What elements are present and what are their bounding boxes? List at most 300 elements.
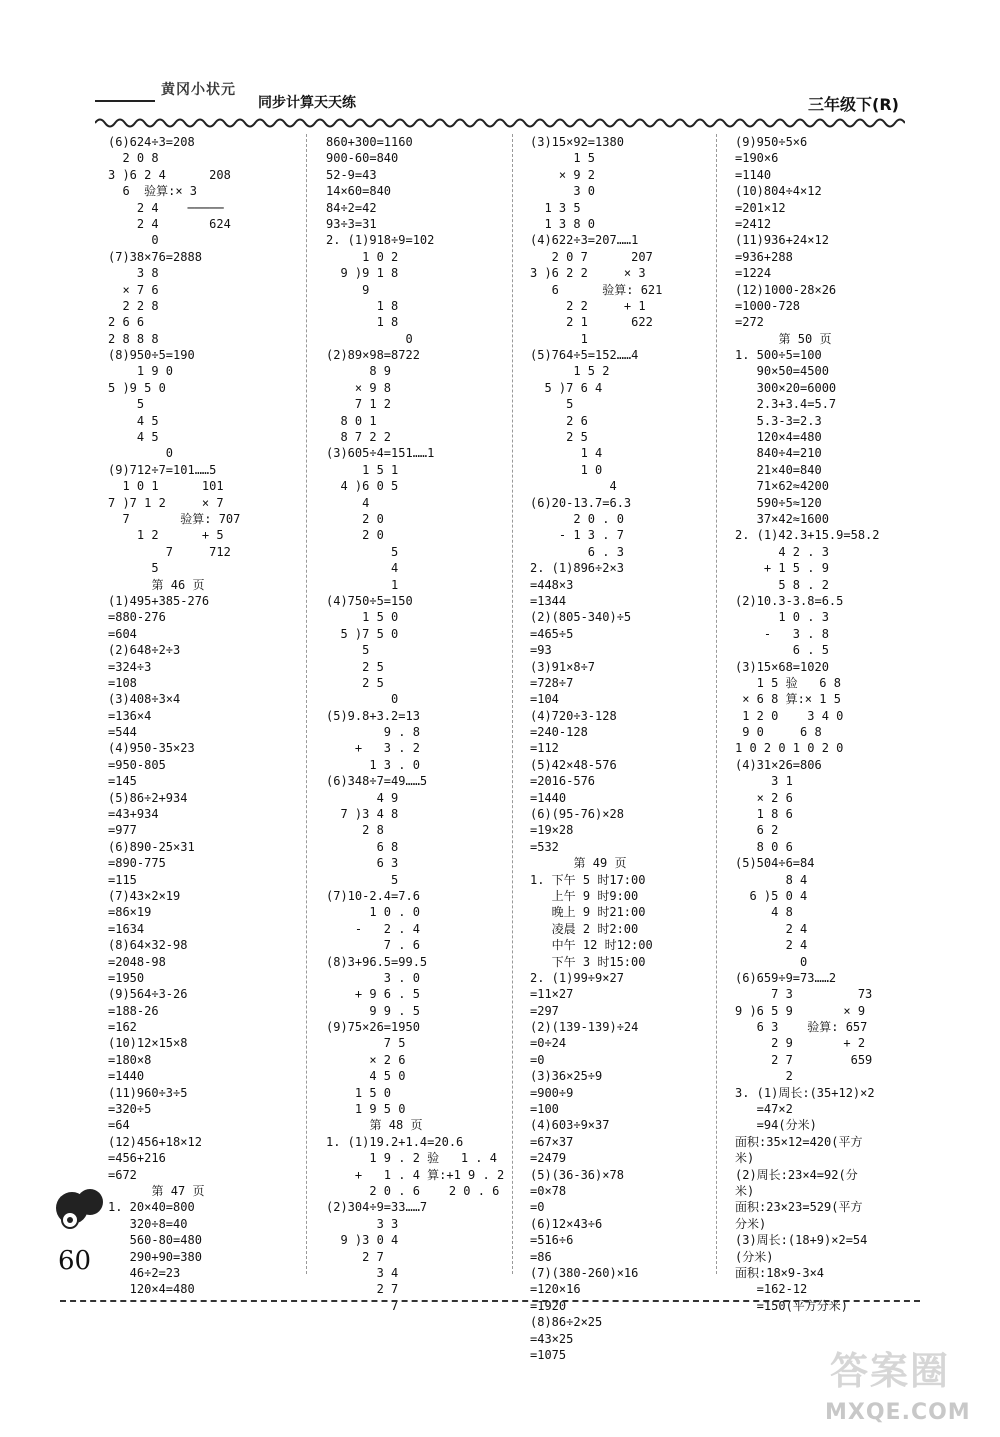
answer-line: =936+288 <box>735 249 793 264</box>
answer-line: 1 8 6 <box>735 807 793 822</box>
answer-line: 上午 9 时9:00 <box>530 888 639 903</box>
answer-line: 3 )6 2 4 208 <box>108 167 231 182</box>
answer-line: =2412 <box>735 216 772 231</box>
answer-line: 900-60=840 <box>326 151 399 166</box>
answer-line: =2016-576 <box>530 774 596 789</box>
answer-line: (分米) <box>735 1249 774 1264</box>
answer-line: 5.3-3=2.3 <box>735 413 822 428</box>
answer-line: (5)86÷2+934 <box>108 790 188 805</box>
answer-line: =0×78 <box>530 1184 567 1198</box>
answer-line: (9)950÷5×6 <box>735 135 808 149</box>
answer-line: 1 3 8 0 <box>530 216 596 231</box>
answer-line: =672 <box>108 1167 137 1182</box>
answer-line: 6 3 验算: 657 <box>735 1020 868 1035</box>
answer-line: 0 <box>326 692 399 707</box>
answer-line: 2. (1)918÷9=102 <box>326 233 435 248</box>
answer-line: 1 5 1 <box>326 462 399 477</box>
answer-line: (8)950÷5=190 <box>108 348 195 363</box>
answer-line: (5)(36-36)×78 <box>530 1167 624 1182</box>
answer-line: + 1 . 4 算:+1 9 . 2 <box>326 1167 505 1182</box>
answer-line: =1950 <box>108 970 145 985</box>
answer-line: 4 )6 0 5 <box>326 479 399 494</box>
answer-line: =544 <box>108 725 137 740</box>
answer-column-2 <box>326 134 531 1314</box>
answer-line: (10)804÷4×12 <box>735 184 822 199</box>
answer-line: (12)456+18×12 <box>108 1134 202 1149</box>
answer-line: (11)960÷3÷5 <box>108 1085 188 1100</box>
answer-line: 5 <box>326 544 399 559</box>
answer-line: (8)86÷2×25 <box>530 1315 603 1330</box>
answer-line: =64 <box>108 1118 130 1133</box>
answer-line: =1075 <box>530 1347 567 1362</box>
answer-line: 2 7 659 <box>735 1052 873 1067</box>
answer-line: 5 <box>108 397 145 412</box>
logo-graphic-icon <box>95 78 155 102</box>
answer-line: =456+216 <box>108 1151 166 1166</box>
answer-line: (7)38×76=2888 <box>108 249 202 264</box>
answer-line: 7 1 2 <box>326 397 392 412</box>
answer-line: 2 6 <box>530 413 588 428</box>
answer-line: =728÷7 <box>530 675 574 690</box>
answer-line: =890-775 <box>108 856 166 871</box>
answer-line: =1634 <box>108 921 145 936</box>
answer-line: (7)43×2×19 <box>108 888 181 903</box>
answer-line: 面积:35×12=420(平方 <box>735 1134 863 1149</box>
answer-line: 9 )9 1 8 <box>326 266 399 281</box>
answer-line: =2048-98 <box>108 954 166 969</box>
answer-line: 6 2 <box>735 823 779 838</box>
answer-line: 120×4=480 <box>108 1282 195 1297</box>
answer-line: × 2 6 <box>326 1052 406 1067</box>
answer-line: 7 712 <box>108 544 231 559</box>
answer-line: 7 验算: 707 <box>108 511 241 526</box>
answer-line: 2 8 <box>326 823 384 838</box>
logo-text: 黄冈小状元 <box>161 82 236 98</box>
answer-line: 1 9 . 2 验 1 . 4 <box>326 1151 497 1166</box>
answer-line: 3 8 <box>108 266 159 281</box>
page-heading: 第 49 页 <box>573 856 627 871</box>
answer-line: 1 5 验 6 8 <box>735 675 841 690</box>
answer-line: 1 2 + 5 <box>108 528 224 543</box>
answer-line: 7 )7 1 2 × 7 <box>108 495 224 510</box>
answer-line: (11)936+24×12 <box>735 233 829 248</box>
answer-line: (4)603÷9×37 <box>530 1118 610 1133</box>
answer-line: (9)75×26=1950 <box>326 1020 420 1035</box>
answer-line: 下午 3 时15:00 <box>530 954 646 969</box>
answer-line: 2 <box>735 1069 793 1084</box>
answer-line: 7 )3 4 8 <box>326 807 399 822</box>
answer-line: =1344 <box>530 593 567 608</box>
answer-line: 2 7 <box>326 1249 384 1264</box>
answer-line: 71×62≈4200 <box>735 479 829 494</box>
answer-line: 9 )6 5 9 × 9 <box>735 1003 866 1018</box>
answer-column-1 <box>108 134 313 1298</box>
answer-line: 2 2 + 1 <box>530 298 646 313</box>
answer-line: =11×27 <box>530 987 574 1002</box>
answer-line: 4 5 0 <box>326 1069 406 1084</box>
answer-line: 1 5 2 <box>530 364 610 379</box>
answer-line: 1. 下午 5 时17:00 <box>530 872 646 887</box>
answer-line: (7)10-2.4=7.6 <box>326 888 420 903</box>
answer-line: 8 4 <box>735 872 808 887</box>
answer-line: 2. (1)99÷9×27 <box>530 970 624 985</box>
answer-line: (6)(95-76)×28 <box>530 807 624 822</box>
answer-line: =240-128 <box>530 725 588 740</box>
header-wave-divider <box>95 116 905 130</box>
answer-line: (9)564÷3-26 <box>108 987 188 1002</box>
answer-line: 1 0 . 0 <box>326 905 420 920</box>
answer-line: 52-9=43 <box>326 167 377 182</box>
answer-line: (1)495+385-276 <box>108 593 210 608</box>
answer-line: 面积:23×23=529(平方 <box>735 1200 863 1215</box>
answer-line: 2 0 . 6 2 0 . 6 <box>326 1184 500 1198</box>
answer-line: =180×8 <box>108 1052 152 1067</box>
answer-line: =272 <box>735 315 764 330</box>
answer-line: 2 2 8 <box>108 298 159 313</box>
answer-line: 2 0 <box>326 528 384 543</box>
answer-line: 8 0 1 <box>326 413 377 428</box>
answer-line: 4 <box>326 561 399 576</box>
answer-line: =47×2 <box>735 1102 793 1117</box>
answer-line: =0÷24 <box>530 1036 567 1051</box>
answer-column-3 <box>530 134 735 1363</box>
answer-line: (8)3+96.5=99.5 <box>326 954 428 969</box>
answer-line: (5)504÷6=84 <box>735 856 815 871</box>
answer-line: 5 <box>108 561 159 576</box>
answer-line: (10)12×15×8 <box>108 1036 188 1051</box>
answer-line: 4 <box>530 479 617 494</box>
page-heading: 第 47 页 <box>151 1184 205 1198</box>
answer-line: 21×40=840 <box>735 462 822 477</box>
answer-line: 1 3 5 <box>530 200 581 215</box>
answer-line: =162-12 <box>735 1282 808 1297</box>
watermark-url: MXQE.COM <box>825 1400 971 1425</box>
answer-line: 5 <box>530 397 574 412</box>
answer-line: 9 . 8 <box>326 725 420 740</box>
answer-line: 2 4 <box>735 921 808 936</box>
answer-line: (2)周长:23×4=92(分 <box>735 1167 858 1182</box>
answer-line: 7 3 73 <box>735 987 873 1002</box>
answer-line: (2)(805-340)÷5 <box>530 610 632 625</box>
series-title: 同步计算天天练 <box>258 95 356 111</box>
answer-line: (12)1000-28×26 <box>735 282 837 297</box>
answer-line: 6 . 3 <box>530 544 624 559</box>
answer-line: 6 验算:× 3 <box>108 184 198 199</box>
answer-line: 4 5 <box>108 430 159 445</box>
answer-line: =532 <box>530 839 559 854</box>
answer-line: =93 <box>530 643 552 658</box>
answer-line: 分米) <box>735 1216 767 1231</box>
answer-line: =0 <box>530 1200 545 1215</box>
answer-line: (2)(139-139)÷24 <box>530 1020 639 1035</box>
answer-line: 2 1 622 <box>530 315 653 330</box>
answer-line: =1140 <box>735 167 772 182</box>
answer-line: 8 9 <box>326 364 392 379</box>
answer-line: =108 <box>108 675 137 690</box>
answer-line: =162 <box>108 1020 137 1035</box>
answer-line: 9 9 . 5 <box>326 1003 420 1018</box>
answer-line: 7 . 6 <box>326 938 420 953</box>
answer-line: 37×42≈1600 <box>735 511 829 526</box>
answer-line: =448×3 <box>530 577 574 592</box>
answer-line: 4 <box>326 495 370 510</box>
answer-line: (5)9.8+3.2=13 <box>326 708 420 723</box>
answer-line: =115 <box>108 872 137 887</box>
answer-line: 面积:18×9-3×4 <box>735 1265 825 1280</box>
answer-line: (3)周长:(18+9)×2=54 <box>735 1233 868 1248</box>
answer-line: 6 )5 0 4 <box>735 888 808 903</box>
answer-line: 2 4 624 <box>108 216 231 231</box>
answer-line: 4 5 <box>108 413 159 428</box>
answer-line: =1000-728 <box>735 298 801 313</box>
answer-line: =104 <box>530 692 559 707</box>
answer-column-4 <box>735 134 940 1314</box>
answer-line: 4 2 . 3 <box>735 544 829 559</box>
answer-line: (2)304÷9=33……7 <box>326 1200 428 1215</box>
answer-line: × 7 6 <box>108 282 159 297</box>
answer-line: 1 9 0 <box>108 364 174 379</box>
answer-line: 14×60=840 <box>326 184 392 199</box>
answer-line: (7)(380-260)×16 <box>530 1265 639 1280</box>
answer-line: =43+934 <box>108 807 159 822</box>
answer-line: 5 )9 5 0 <box>108 380 166 395</box>
answer-line: (3)36×25÷9 <box>530 1069 603 1084</box>
answer-line: 7 5 <box>326 1036 406 1051</box>
answer-line: 1 0 <box>530 462 603 477</box>
answer-line: 1 5 0 <box>326 610 399 625</box>
answer-line: =1440 <box>530 790 567 805</box>
answer-line: 2 5 <box>326 675 384 690</box>
answer-line: =297 <box>530 1003 559 1018</box>
footer-dashed-line <box>60 1300 920 1302</box>
answer-line: 3 0 <box>530 184 596 199</box>
answer-line: 3 3 <box>326 1216 399 1231</box>
answer-line: 1 0 . 3 <box>735 610 829 625</box>
answer-line: =880-276 <box>108 610 166 625</box>
answer-line: (4)950-35×23 <box>108 741 195 756</box>
answer-line: 6 8 <box>326 839 399 854</box>
answer-line: =94(分米) <box>735 1118 817 1133</box>
answer-line: (6)624÷3=208 <box>108 135 195 149</box>
answer-line: =977 <box>108 823 137 838</box>
answer-line: 7 <box>326 1298 399 1313</box>
answer-line: 2.3+3.4=5.7 <box>735 397 837 412</box>
answer-line: 2 4 <box>735 938 808 953</box>
answer-line: 1 5 0 <box>326 1085 392 1100</box>
answer-line: 2 4 ───── <box>108 200 224 215</box>
answer-line: 9 <box>326 282 370 297</box>
answer-line: (5)764÷5=152……4 <box>530 348 639 363</box>
answer-line: - 2 . 4 <box>326 921 420 936</box>
answer-line: =19×28 <box>530 823 574 838</box>
cartoon-mascot-icon <box>50 1180 110 1235</box>
answer-line: 2 9 + 2 <box>735 1036 866 1051</box>
answer-line: 300×20=6000 <box>735 380 837 395</box>
answer-line: 0 <box>326 331 413 346</box>
answer-line: (9)712÷7=101……5 <box>108 462 217 477</box>
answer-line: + 9 6 . 5 <box>326 987 420 1002</box>
answer-line: 2. (1)42.3+15.9=58.2 <box>735 528 880 543</box>
answer-line: 中午 12 时12:00 <box>530 938 653 953</box>
brand-logo <box>95 78 236 102</box>
answer-line: 290+90=380 <box>108 1249 202 1264</box>
answer-line: =120×16 <box>530 1282 581 1297</box>
answer-line: 1. (1)19.2+1.4=20.6 <box>326 1134 464 1149</box>
answer-line: 1 2 0 3 4 0 <box>735 708 844 723</box>
answer-line: 3. (1)周长:(35+12)×2 <box>735 1085 875 1100</box>
answer-line: (6)890-25×31 <box>108 839 195 854</box>
answer-line: 2 0 7 207 <box>530 249 653 264</box>
answer-line: 米) <box>735 1151 755 1166</box>
answer-line: =86 <box>530 1249 552 1264</box>
answer-line: - 3 . 8 <box>735 626 829 641</box>
page-heading: 第 48 页 <box>369 1118 423 1133</box>
answer-line: × 2 6 <box>735 790 793 805</box>
answer-line: 2 0 . 0 <box>530 511 624 526</box>
answer-line: 1 9 5 0 <box>326 1102 406 1117</box>
answer-line: 320÷8=40 <box>108 1216 188 1231</box>
answer-line: 2 7 <box>326 1282 399 1297</box>
answer-line: 2 0 <box>326 511 384 526</box>
answer-line: =150(平方分米) <box>735 1298 849 1313</box>
answer-line: =100 <box>530 1102 559 1117</box>
answer-line: 90×50=4500 <box>735 364 829 379</box>
answer-line: 590÷5≈120 <box>735 495 822 510</box>
answer-line: =43×25 <box>530 1331 574 1346</box>
answer-line: =0 <box>530 1052 545 1067</box>
answer-line: 5 )7 5 0 <box>326 626 399 641</box>
answer-line: 5 8 . 2 <box>735 577 829 592</box>
answer-line: =145 <box>108 774 137 789</box>
answer-line: 6 验算: 621 <box>530 282 663 297</box>
answer-line: (6)348÷7=49……5 <box>326 774 428 789</box>
answer-line: (8)64×32-98 <box>108 938 188 953</box>
answer-line: =1224 <box>735 266 772 281</box>
answer-line: 1 3 . 0 <box>326 757 420 772</box>
answer-line: 1 8 <box>326 298 399 313</box>
answer-line: 560-80=480 <box>108 1233 202 1248</box>
answer-line: 2 5 <box>530 430 588 445</box>
answer-line: =112 <box>530 741 559 756</box>
answer-line: 8 7 2 2 <box>326 430 392 445</box>
answer-line: 3 )6 2 2 × 3 <box>530 266 646 281</box>
answer-line: =1440 <box>108 1069 145 1084</box>
answer-line: 1 0 1 101 <box>108 479 224 494</box>
answer-line: - 1 3 . 7 <box>530 528 624 543</box>
answer-line: 0 <box>108 446 174 461</box>
answer-line: 1 <box>326 577 399 592</box>
answer-line: =1920 <box>530 1298 567 1313</box>
answer-line: =86×19 <box>108 905 152 920</box>
answer-line: (4)622÷3=207……1 <box>530 233 639 248</box>
answer-line: 2 8 8 8 <box>108 331 159 346</box>
answer-line: (4)750÷5=150 <box>326 593 413 608</box>
answer-line: 3 1 <box>735 774 793 789</box>
answer-line: =2479 <box>530 1151 567 1166</box>
answer-line: 1 0 2 <box>326 249 399 264</box>
answer-line: 4 8 <box>735 905 793 920</box>
answer-line: 6 . 5 <box>735 643 829 658</box>
answer-line: 2. (1)896÷2×3 <box>530 561 624 576</box>
answer-line: (3)605÷4=151……1 <box>326 446 435 461</box>
answer-line: 1 <box>530 331 588 346</box>
answer-line: 2 6 6 <box>108 315 145 330</box>
answer-line: 3 . 0 <box>326 970 420 985</box>
answer-line: 1 5 <box>530 151 596 166</box>
answer-line: 840÷4=210 <box>735 446 822 461</box>
answer-line: + 1 5 . 9 <box>735 561 829 576</box>
answer-line: =516÷6 <box>530 1233 574 1248</box>
answer-line: =67×37 <box>530 1134 574 1149</box>
watermark-logo: 答案圈 <box>830 1349 951 1393</box>
answer-line: 6 3 <box>326 856 399 871</box>
answer-line: =950-805 <box>108 757 166 772</box>
answer-line: 0 <box>108 233 159 248</box>
answer-line: (2)10.3-3.8=6.5 <box>735 593 844 608</box>
answer-line: =320÷5 <box>108 1102 152 1117</box>
answer-line: 2 0 8 <box>108 151 159 166</box>
answer-line: 1 0 2 0 1 0 2 0 <box>735 741 844 756</box>
answer-line: × 9 2 <box>530 167 596 182</box>
answer-line: 93÷3=31 <box>326 216 377 231</box>
answer-line: (6)659÷9=73……2 <box>735 970 837 985</box>
answer-line: =900÷9 <box>530 1085 574 1100</box>
answer-line: (6)20-13.7=6.3 <box>530 495 632 510</box>
answer-line: 3 4 <box>326 1265 399 1280</box>
answer-line: (6)12×43÷6 <box>530 1216 603 1231</box>
page-number: 60 <box>58 1246 92 1276</box>
answer-line: 9 0 6 8 <box>735 725 822 740</box>
answer-line: (5)42×48-576 <box>530 757 617 772</box>
answer-line: 2 5 <box>326 659 384 674</box>
answer-line: 8 0 6 <box>735 839 793 854</box>
answer-line: (3)15×68=1020 <box>735 659 829 674</box>
answer-line: (4)720÷3-128 <box>530 708 617 723</box>
answer-line: (2)89×98=8722 <box>326 348 420 363</box>
answer-line: + 3 . 2 <box>326 741 420 756</box>
answer-line: 120×4=480 <box>735 430 822 445</box>
answer-line: 米) <box>735 1184 755 1198</box>
answer-line: (3)15×92=1380 <box>530 135 624 149</box>
answer-line: =465÷5 <box>530 626 574 641</box>
page-heading: 第 50 页 <box>778 331 832 346</box>
answer-line: (3)408÷3×4 <box>108 692 181 707</box>
answer-line: (3)91×8÷7 <box>530 659 596 674</box>
answer-line: 5 )7 6 4 <box>530 380 603 395</box>
answer-line: × 6 8 算:× 1 5 <box>735 692 841 707</box>
page-header <box>0 0 1000 135</box>
answer-line: 1. 500÷5=100 <box>735 348 822 363</box>
page-heading: 第 46 页 <box>151 577 205 592</box>
answer-line: =324÷3 <box>108 659 152 674</box>
answer-line: 46÷2=23 <box>108 1265 181 1280</box>
answer-line: =604 <box>108 626 137 641</box>
answer-line: 9 )3 0 4 <box>326 1233 399 1248</box>
answer-line: 5 <box>326 643 370 658</box>
answer-line: =190×6 <box>735 151 779 166</box>
answer-line: 1 8 <box>326 315 399 330</box>
answer-line: 1 4 <box>530 446 603 461</box>
answer-line: 1. 20×40=800 <box>108 1200 195 1215</box>
answer-line: 84÷2=42 <box>326 200 377 215</box>
answer-line: 晚上 9 时21:00 <box>530 905 646 920</box>
answer-line: (4)31×26=806 <box>735 757 822 772</box>
grade-label: 三年级下(R) <box>808 95 899 114</box>
answer-line: =136×4 <box>108 708 152 723</box>
answer-line: × 9 8 <box>326 380 392 395</box>
answer-line: 0 <box>735 954 808 969</box>
answer-line: 5 <box>326 872 399 887</box>
